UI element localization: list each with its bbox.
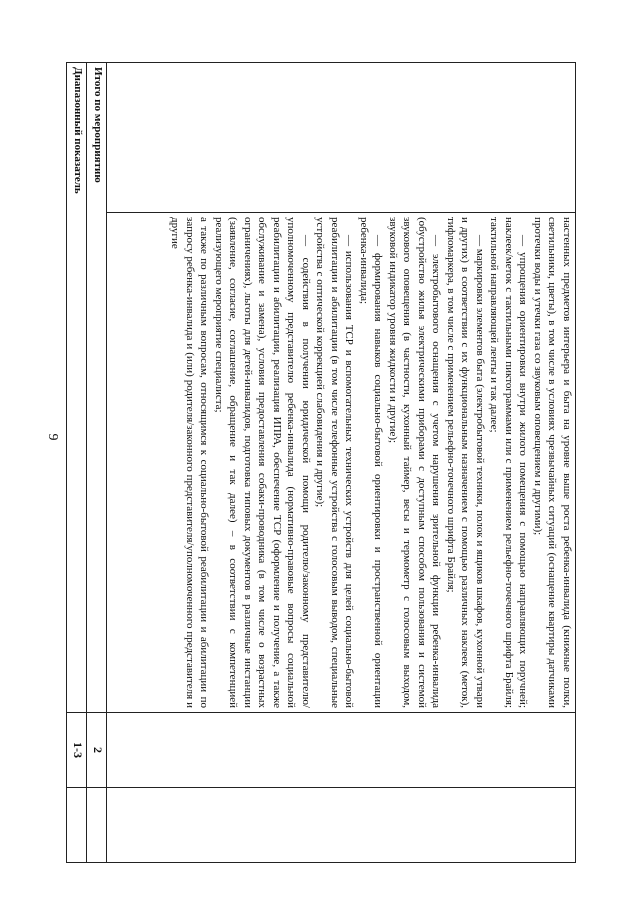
paragraph: — формирования навыков социально-бытовой ориентировки и пространственной ориентации ребенка-инвалида; — [357, 217, 385, 708]
paragraph: — упрощения ориентировки внутри жилого помещения с помощью направляющих поручней; наклеек/меток с тактильными пиктограммами или с применением рельефно-точечного шрифта Брайля; тактильной направляющей ленты и так далее; — [488, 217, 530, 708]
measure-description-cell — [107, 213, 576, 713]
measures-table — [66, 62, 576, 863]
table-cell-empty — [107, 63, 576, 213]
paragraph: — использования ТСР и вспомогательных технических устройств для целей социально-бытовой реабилитации и абилитации (в том числе телефонные устройства с голосовым выводом, специальные устройства с оптической коррекцией слабовидения и другие); — [314, 217, 356, 708]
table-row-total — [87, 63, 107, 863]
range-label: Диапазонный показатель — [67, 63, 87, 713]
page-number: 9 — [45, 433, 60, 441]
total-value: 2 — [87, 713, 107, 788]
range-value: 1-3 — [67, 713, 87, 788]
table-row-content — [107, 63, 576, 863]
rotated-table-frame — [66, 62, 576, 862]
paragraph: — содействия в получении юридической помощи родителю/законному представителю/уполномоченному представителю ребенка-инвалида (нормативно-правовые вопросы социальной реабилитации и абилитации, реализация ИПРА, обеспечение ТСР (оформление и получение, а также обслуживание и замена), условия предоставления собаки-проводника (в том числе о возрастных ограничениях), льготы для детей-инвалидов, подготовка типовых документов в различные инстанции (заявление, согласие, соглашение, обращение и так далее) – в соответствии с компетенцией реализующего мероприятие специалиста; — [212, 217, 312, 708]
table-cell-empty — [67, 788, 87, 863]
paragraph: настенных предметов интерьера и быта на уровне выше роста ребенка-инвалида (книжные полки, светильники, цветы), в том числе в условиях чрезвычайных ситуаций (оснащение квартиры датчиками протечки воды и утечки газа со звуковым оповещением и другими); — [531, 217, 573, 708]
table-cell-empty — [107, 788, 576, 863]
total-label: Итого по мероприятию — [87, 63, 107, 713]
paragraph: — маркировки элементов быта (электробытовой техники, полок и ящиков шкафов, кухонной утвари и других) в соответствии с их функциональным назначением с помощью различных наклеек (меток), тифломаркера, в том числе с применением рельефно-точечного шрифта Брайля; — [444, 217, 486, 708]
table-row-range — [67, 63, 87, 863]
table-cell-empty — [87, 788, 107, 863]
paragraph: — электробытового оснащения с учетом нарушения зрительной функции ребенка-инвалида (обустройство жилья электрическими приборами с доступным способом пользования и системой звукового оповещения (в частности, кухонный таймер, весы и термометр с голосовым выходом, звуковой индикатор уровня жидкости и другие); — [386, 217, 443, 708]
table-cell-empty — [107, 713, 576, 788]
table-container — [66, 62, 576, 862]
paragraph: а также по различным вопросам, относящимся к социально-бытовой реабилитации и абилитации по запросу ребенка-инвалида и (или) родителя/законного представителя/уполномоченного представителя и другие — [169, 217, 211, 708]
